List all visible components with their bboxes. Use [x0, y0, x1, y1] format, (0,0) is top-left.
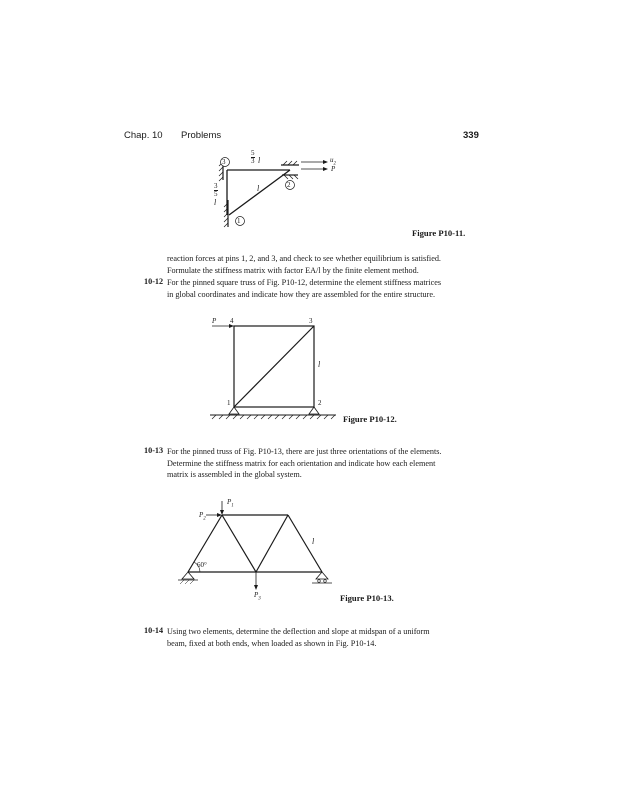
- dim-top-numerator: 5: [251, 149, 255, 157]
- p2-letter: P: [199, 511, 204, 519]
- section-label: Problems: [181, 130, 222, 141]
- disp-u-sub: 2: [333, 161, 336, 167]
- problem-10-14-text: [167, 626, 475, 649]
- continuation-paragraph: [167, 253, 475, 276]
- figure-p10-13-caption: Figure P10-13.: [340, 593, 394, 603]
- problem-10-14-line-2: beam, fixed at both ends, when loaded as shown in Fig. P10-14.: [167, 638, 377, 648]
- p3-sub: 3: [258, 596, 261, 602]
- dim-left-label: [214, 183, 218, 198]
- p1-letter: P: [227, 498, 232, 506]
- page-number: 339: [463, 130, 479, 141]
- figure-p10-12-caption: Figure P10-12.: [343, 414, 397, 424]
- dim-top-l: l: [258, 156, 261, 165]
- p10-13-load-p1: [227, 498, 234, 508]
- continuation-line-1: reaction forces at pins 1, 2, and 3, and check to see whether equilibrium is satisfied.: [167, 254, 441, 263]
- p10-12-node-2: 2: [318, 399, 322, 407]
- figure-p10-12: [200, 315, 350, 425]
- p2-sub: 2: [203, 516, 206, 522]
- figure-p10-13: [170, 500, 355, 600]
- disp-u: u: [330, 156, 334, 164]
- chapter-label: Chap. 10: [124, 130, 163, 141]
- dim-top-label: [251, 150, 255, 165]
- p10-12-node-4: 4: [230, 317, 234, 325]
- p10-12-node-1: 1: [227, 399, 231, 407]
- p10-12-member-l: l: [318, 360, 321, 369]
- dim-left-l: l: [214, 198, 217, 207]
- problem-10-12-line-2: in global coordinates and indicate how they are assembled for the entire structure.: [167, 289, 436, 299]
- p10-13-load-p3: [254, 591, 261, 601]
- dim-left-numerator: 3: [214, 182, 218, 190]
- load-p-label: P: [331, 165, 336, 173]
- node-3-label: 3: [222, 158, 226, 166]
- problem-10-13-line-3: matrix is assembled in the global system.: [167, 470, 302, 480]
- problem-10-13-line-2: Determine the stiffness matrix for each orientation and indicate how each element: [167, 458, 436, 468]
- p10-13-angle-label: 60°: [197, 561, 207, 569]
- dim-left-denominator: 5: [214, 190, 218, 198]
- problem-10-12-number: 10-12: [144, 277, 164, 286]
- figure-p10-11-caption: Figure P10-11.: [412, 228, 466, 238]
- node-1-label: 1: [237, 217, 241, 225]
- problem-10-13-number: 10-13: [144, 446, 164, 455]
- member-l-label: l: [257, 184, 260, 193]
- problem-10-13-line-1: For the pinned truss of Fig. P10-13, there are just three orientations of the elements.: [167, 447, 442, 456]
- p3-letter: P: [254, 591, 259, 599]
- dim-top-denominator: 3: [251, 157, 255, 165]
- problem-10-14-number: 10-14: [144, 626, 164, 635]
- problem-10-14-line-1: Using two elements, determine the deflection and slope at midspan of a uniform: [167, 627, 430, 636]
- p10-12-node-3: 3: [309, 317, 313, 325]
- p10-13-member-l: l: [312, 537, 315, 546]
- p10-13-load-p2: [199, 511, 206, 521]
- continuation-line-2: Formulate the stiffness matrix with factor EA/l by the finite element method.: [167, 265, 419, 275]
- node-2-label: 2: [287, 181, 291, 189]
- p10-12-load-label: P: [212, 317, 217, 325]
- problem-10-13-text: [167, 446, 475, 481]
- problem-10-12-text: [167, 277, 475, 300]
- problem-10-12-line-1: For the pinned square truss of Fig. P10-12, determine the element stiffness matrices: [167, 278, 442, 287]
- p1-sub: 1: [231, 503, 234, 509]
